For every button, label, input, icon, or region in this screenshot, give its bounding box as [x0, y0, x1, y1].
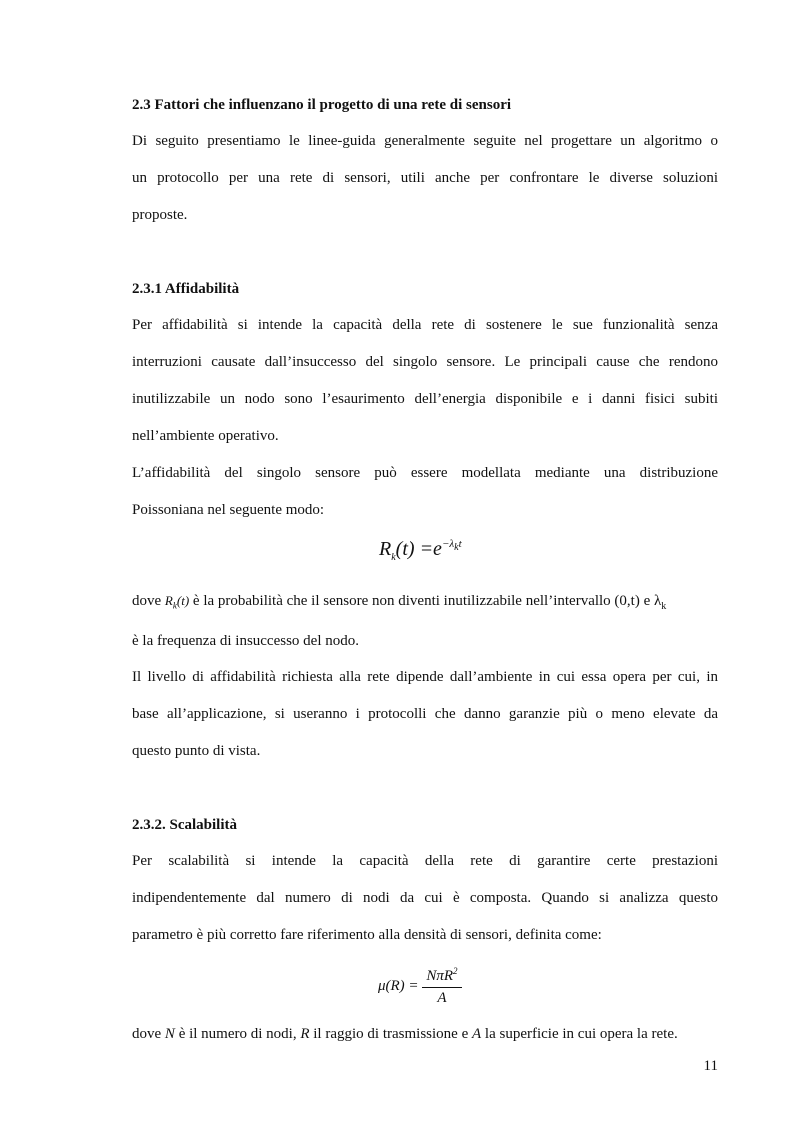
formula-exp: −λ: [441, 538, 455, 551]
intro-line-1: Di seguito presentiamo le linee-guida generalmente seguite nel progettare un algoritmo o: [132, 133, 718, 149]
density-fraction: [422, 966, 461, 1007]
scalabilita-final-line: dove N è il numero di nodi, R il raggio di trasmissione e A la superficie in cui opera la rete.: [132, 1026, 678, 1042]
formula-arg: (t): [395, 538, 415, 560]
where-line-1: [132, 591, 718, 617]
affidabilita-line-1: Per affidabilità si intende la capacità della rete di sostenere le sue funzionalità senza: [132, 317, 718, 333]
density-formula: [378, 966, 462, 1007]
scalabilita-line-1: Per scalabilità si intende la capacità della rete di garantire certe prestazioni: [132, 853, 718, 869]
scalabilita-line-3: parametro è più corretto fare riferimento alla densità di sensori, definita come:: [132, 927, 602, 943]
where-rest-sub: k: [661, 601, 667, 612]
closing-line-2: base all’applicazione, si useranno i protocolli che danno garanzie più o meno elevate da: [132, 706, 718, 722]
section-heading: 2.3 Fattori che influenzano il progetto di una rete di sensori: [132, 97, 512, 113]
scalabilita-line-2: indipendentemente dal numero di nodi da cui è composta. Quando si analizza questo: [132, 890, 718, 906]
affidabilita-line-3: inutilizzabile un nodo sono l’esaurimento dell’energia disponibile e i danni fisici subiti: [132, 391, 718, 407]
intro-line-2: un protocollo per una rete di sensori, utili anche per confrontare le diverse soluzioni: [132, 170, 718, 186]
where-symbol: $R_k(t)$: [164, 593, 190, 611]
affidabilita-line-4: nell’ambiente operativo.: [132, 428, 279, 444]
density-lhs: μ(R) =: [378, 977, 419, 994]
where-rest: è la probabilità che il sensore non diventi inutilizzabile nell’intervallo (0,t) e λ: [189, 593, 662, 609]
where-prefix: dove: [132, 593, 162, 609]
formula-exp-sub: k: [454, 542, 459, 554]
closing-line-3: questo punto di vista.: [132, 743, 261, 759]
formula-lhs: R: [379, 538, 392, 560]
density-denominator: A: [437, 990, 447, 1006]
formula-exp-tail: t: [458, 538, 462, 551]
reliability-formula: [379, 538, 462, 563]
affidabilita-line-6: Poissoniana nel seguente modo:: [132, 502, 325, 518]
formula-eq: =e: [414, 538, 442, 560]
intro-line-3: proposte.: [132, 207, 188, 223]
affidabilita-line-5: L’affidabilità del singolo sensore può essere modellata mediante una distribuzione: [132, 465, 718, 481]
scalabilita-heading: 2.3.2. Scalabilità: [132, 817, 238, 833]
where-line-2: è la frequenza di insuccesso del nodo.: [132, 633, 359, 649]
page-number: 11: [703, 1058, 718, 1074]
affidabilita-line-2: interruzioni causate dall’insuccesso del singolo sensore. Le principali cause che rendono: [132, 354, 718, 370]
density-numerator: NπR$^2$: [422, 966, 461, 988]
closing-line-1: Il livello di affidabilità richiesta alla rete dipende dall’ambiente in cui essa opera per cui, in: [132, 669, 718, 685]
formula-lhs-sub: k: [391, 552, 396, 563]
affidabilita-heading: 2.3.1 Affidabilità: [132, 281, 240, 297]
